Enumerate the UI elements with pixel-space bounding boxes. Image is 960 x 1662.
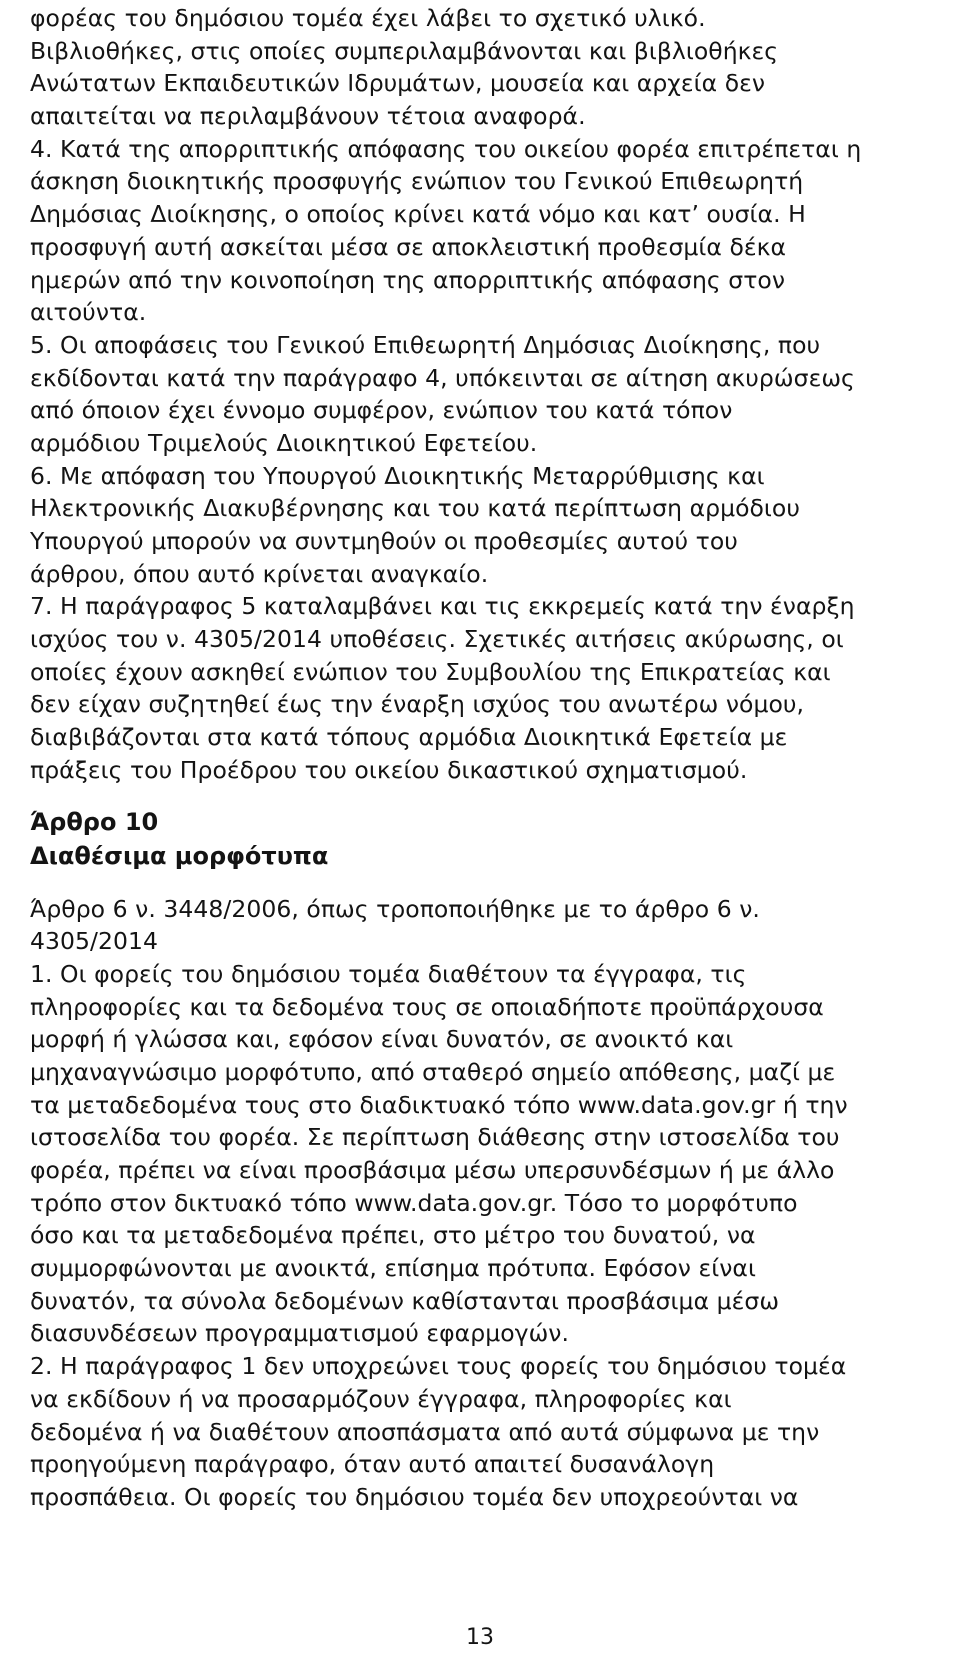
text-line: εκδίδονται κατά την παράγραφο 4, υπόκεινται σε αίτηση ακυρώσεως <box>30 363 855 392</box>
text-line: να εκδίδουν ή να προσαρμόζουν έγγραφα, πληροφορίες και <box>30 1384 732 1413</box>
text-line: 2. Η παράγραφος 1 δεν υποχρεώνει τους φορείς του δημόσιου τομέα <box>30 1352 847 1381</box>
text-line: φορέας του δημόσιου τομέα έχει λάβει το σχετικό υλικό. <box>30 4 706 32</box>
text-line: 1. Οι φορείς του δημόσιου τομέα διαθέτουν τα έγγραφα, τις <box>30 959 747 988</box>
text-line: μηχαναγνώσιμο μορφότυπο, από σταθερό σημείο απόθεσης, μαζί με <box>30 1057 836 1086</box>
text-line: δεν είχαν συζητηθεί έως την έναρξη ισχύος του ανωτέρω νόμου, <box>30 690 805 719</box>
text-line: μορφή ή γλώσσα και, εφόσον είναι δυνατόν, σε ανοικτό και <box>30 1025 734 1054</box>
text-line: διασυνδέσεων προγραμματισμού εφαρμογών. <box>30 1319 570 1348</box>
article-number: Άρθρο 10 <box>30 807 159 836</box>
text-block-article-10 <box>30 893 935 1514</box>
text-line: διαβιβάζονται στα κατά τόπους αρμόδια Διοικητικά Εφετεία με <box>30 723 788 752</box>
text-line: ιστοσελίδα του φορέα. Σε περίπτωση διάθεσης στην ιστοσελίδα του <box>30 1123 840 1152</box>
text-line: από όποιον έχει έννομο συμφέρον, ενώπιον του κατά τόπον <box>30 396 733 425</box>
text-line: 4. Κατά της απορριπτικής απόφασης του οικείου φορέα επιτρέπεται η <box>30 134 862 163</box>
text-line: φορέα, πρέπει να είναι προσβάσιμα μέσω υπερσυνδέσμων ή με άλλο <box>30 1156 835 1184</box>
text-line: Ηλεκτρονικής Διακυβέρνησης και του κατά περίπτωση αρμόδιου <box>30 494 801 523</box>
text-line: άσκηση διοικητικής προσφυγής ενώπιον του Γενικού Επιθεωρητή <box>30 167 804 196</box>
text-line: 4305/2014 <box>30 927 158 956</box>
text-line: αιτούντα. <box>30 298 147 327</box>
text-line: Δημόσιας Διοίκησης, ο οποίος κρίνει κατά νόμο και κατ’ ουσία. Η <box>30 200 806 229</box>
text-line: 6. Με απόφαση του Υπουργού Διοικητικής Μεταρρύθμισης και <box>30 461 765 490</box>
text-line: οποίες έχουν ασκηθεί ενώπιον του Συμβουλίου της Επικρατείας και <box>30 657 831 686</box>
text-line: ημερών από την κοινοποίηση της απορριπτικής απόφασης στον <box>30 265 785 294</box>
text-line: ισχύος του ν. 4305/2014 υποθέσεις. Σχετικές αιτήσεις ακύρωσης, οι <box>30 625 844 654</box>
document-body <box>30 2 935 1514</box>
text-line: συμμορφώνονται με ανοικτά, επίσημα πρότυπα. Εφόσον είναι <box>30 1254 756 1283</box>
text-line: Υπουργού μπορούν να συντμηθούν οι προθεσμίες αυτού του <box>30 527 738 555</box>
text-line: άρθρου, όπου αυτό κρίνεται αναγκαίο. <box>30 559 489 588</box>
text-line: όσο και τα μεταδεδομένα πρέπει, στο μέτρο του δυνατού, να <box>30 1221 756 1250</box>
text-block-before-article <box>30 2 935 787</box>
text-line: προσπάθεια. Οι φορείς του δημόσιου τομέα δεν υποχρεούνται να <box>30 1482 799 1511</box>
text-line: πράξεις του Προέδρου του οικείου δικαστικού σχηματισμού. <box>30 755 748 784</box>
text-line: τα μεταδεδομένα τους στο διαδικτυακό τόπο www.data.gov.gr ή την <box>30 1090 848 1119</box>
text-line: δυνατόν, τα σύνολα δεδομένων καθίστανται προσβάσιμα μέσω <box>30 1286 780 1315</box>
text-line: Βιβλιοθήκες, στις οποίες συμπεριλαμβάνονται και βιβλιοθήκες <box>30 36 779 65</box>
page-number: 13 <box>466 1625 494 1650</box>
text-line: Άρθρο 6 ν. 3448/2006, όπως τροποποιήθηκε με το άρθρο 6 ν. <box>30 894 760 923</box>
text-line: 7. Η παράγραφος 5 καταλαμβάνει και τις εκκρεμείς κατά την έναρξη <box>30 592 855 621</box>
text-line: δεδομένα ή να διαθέτουν αποσπάσματα από αυτά σύμφωνα με την <box>30 1417 820 1446</box>
text-line: Ανώτατων Εκπαιδευτικών Ιδρυμάτων, μουσεία και αρχεία δεν <box>30 69 766 98</box>
text-line: προηγούμενη παράγραφο, όταν αυτό απαιτεί δυσανάλογη <box>30 1450 715 1479</box>
text-line: απαιτείται να περιλαμβάνουν τέτοια αναφορά. <box>30 102 586 131</box>
text-line: τρόπο στον δικτυακό τόπο www.data.gov.gr. Τόσο το μορφότυπο <box>30 1188 798 1217</box>
text-line: 5. Οι αποφάσεις του Γενικού Επιθεωρητή Δημόσιας Διοίκησης, που <box>30 330 821 359</box>
text-line: πληροφορίες και τα δεδομένα τους σε οποιαδήποτε προϋπάρχουσα <box>30 992 824 1021</box>
text-line: προσφυγή αυτή ασκείται μέσα σε αποκλειστική προθεσμία δέκα <box>30 232 787 261</box>
article-title: Διαθέσιμα μορφότυπα <box>30 841 329 870</box>
text-line: αρμόδιου Τριμελούς Διοικητικού Εφετείου. <box>30 428 538 457</box>
